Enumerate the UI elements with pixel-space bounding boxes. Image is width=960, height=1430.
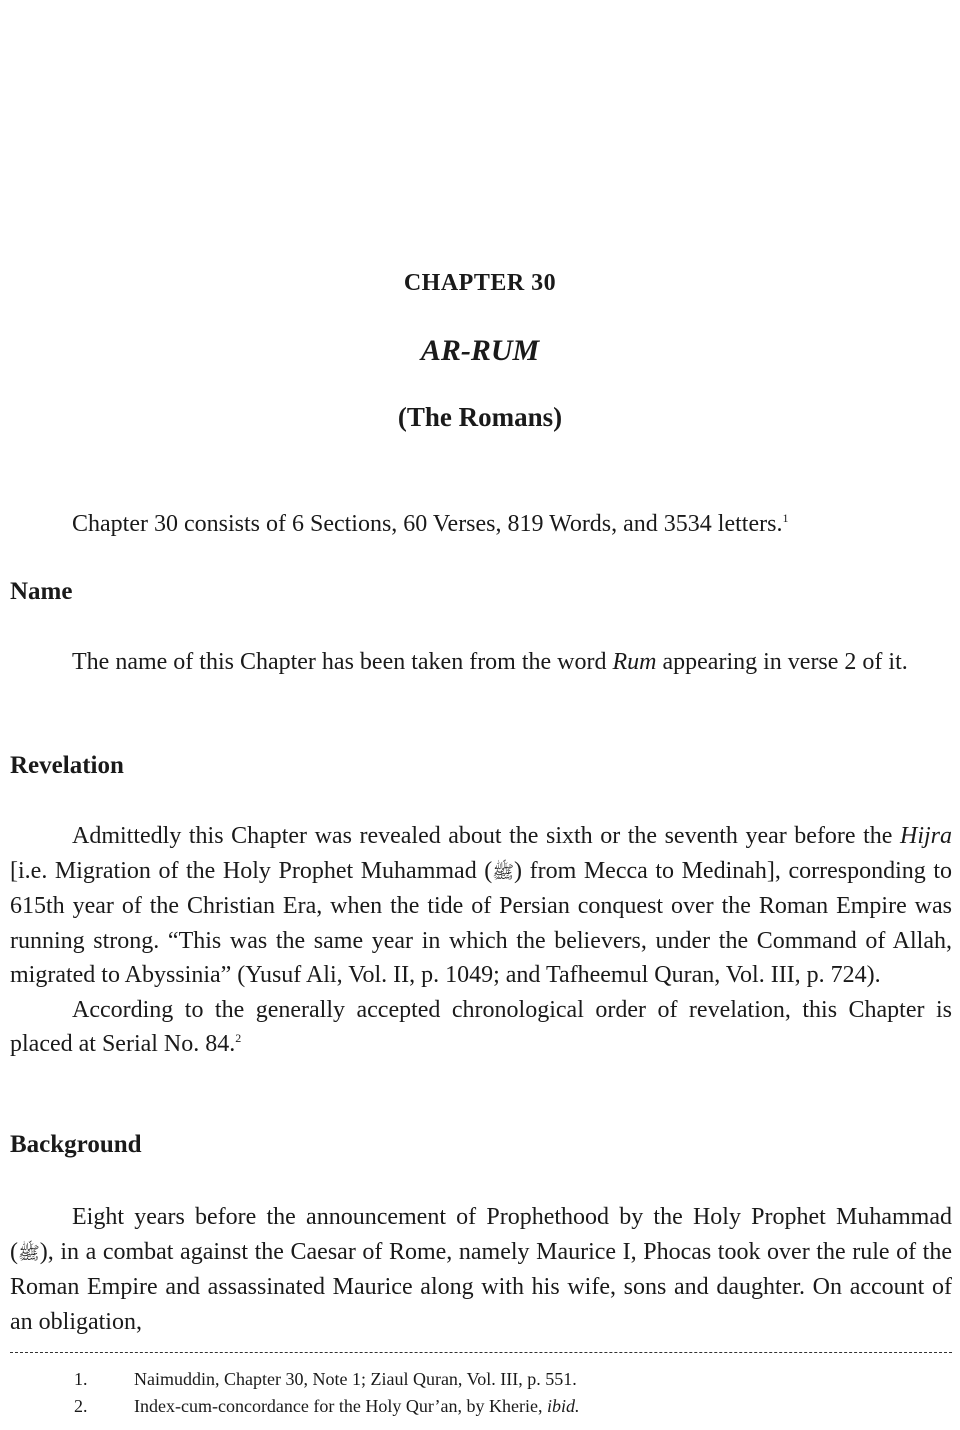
revelation-paragraphs xyxy=(10,819,952,1062)
footnote-text-a: Index-cum-concordance for the Holy Qur’an, by Kherie, xyxy=(134,1396,547,1416)
intro-text: Chapter 30 consists of 6 Sections, 60 Verses, 819 Words, and 3534 letters. xyxy=(72,511,783,537)
footnote-ref-1[interactable]: 1 xyxy=(782,511,789,525)
name-paragraph xyxy=(10,645,952,680)
section-heading-name: Name xyxy=(10,578,73,605)
footnote-number: 1. xyxy=(74,1369,88,1389)
chapter-subtitle: (The Romans) xyxy=(397,402,563,432)
background-text-b: ), in a combat against the Caesar of Rome, namely Maurice I, Phocas took over the rule of the Roman Empire and assassinated Maurice along with his wife, sons and daughter. On account of an obligation, xyxy=(10,1238,952,1335)
name-italic-word: Rum xyxy=(612,649,657,675)
name-text-before: The name of this Chapter has been taken from the word xyxy=(72,649,613,675)
revelation-italic-hijra: Hijra xyxy=(899,823,952,849)
footnotes xyxy=(74,1366,934,1420)
background-paragraph xyxy=(10,1200,952,1339)
chapter-title: AR-RUM xyxy=(420,334,540,367)
background-text-a: Eight years before the announcement of Prophethood by the Holy Prophet Muhammad ( xyxy=(10,1204,952,1265)
pbuh-ligature-icon: ﷺ xyxy=(18,1242,40,1263)
footnote-text xyxy=(134,1393,934,1420)
revelation-text-a: Admittedly this Chapter was revealed about the sixth or the seventh year before the xyxy=(72,823,900,849)
footnote-text: Naimuddin, Chapter 30, Note 1; Ziaul Quran, Vol. III, p. 551. xyxy=(134,1369,577,1389)
footnote-ref-2[interactable]: 2 xyxy=(235,1031,242,1045)
revelation-text-para2: According to the generally accepted chronological order of revelation, this Chapter is placed at Serial No. 84. xyxy=(10,996,952,1057)
intro-paragraph xyxy=(10,507,952,542)
footnote-2 xyxy=(74,1393,934,1420)
section-heading-background: Background xyxy=(10,1131,142,1158)
footnote-number: 2. xyxy=(74,1396,88,1416)
revelation-text-b: [i.e. Migration of the Holy Prophet Muhammad ( xyxy=(10,857,493,884)
section-heading-revelation: Revelation xyxy=(10,752,124,779)
revelation-text-c: ) from Mecca to Medinah], corresponding to 615th year of the Christian Era, when the tide of Persian conquest over the Roman Empire was running strong. “This was the same year in which the believers, under the Command of Allah, migrated to Abyssinia” (Yusuf Ali, Vol. II, p. 1049; and Tafheemul Quran, Vol. III, p. 724). xyxy=(10,857,953,988)
pbuh-ligature-icon: ﷺ xyxy=(492,861,515,882)
footnote-divider xyxy=(10,1352,952,1353)
footnote-1 xyxy=(74,1366,934,1393)
chapter-label: CHAPTER 30 xyxy=(403,270,557,296)
footnote-italic: ibid. xyxy=(547,1396,580,1416)
name-text-after: appearing in verse 2 of it. xyxy=(656,649,908,675)
